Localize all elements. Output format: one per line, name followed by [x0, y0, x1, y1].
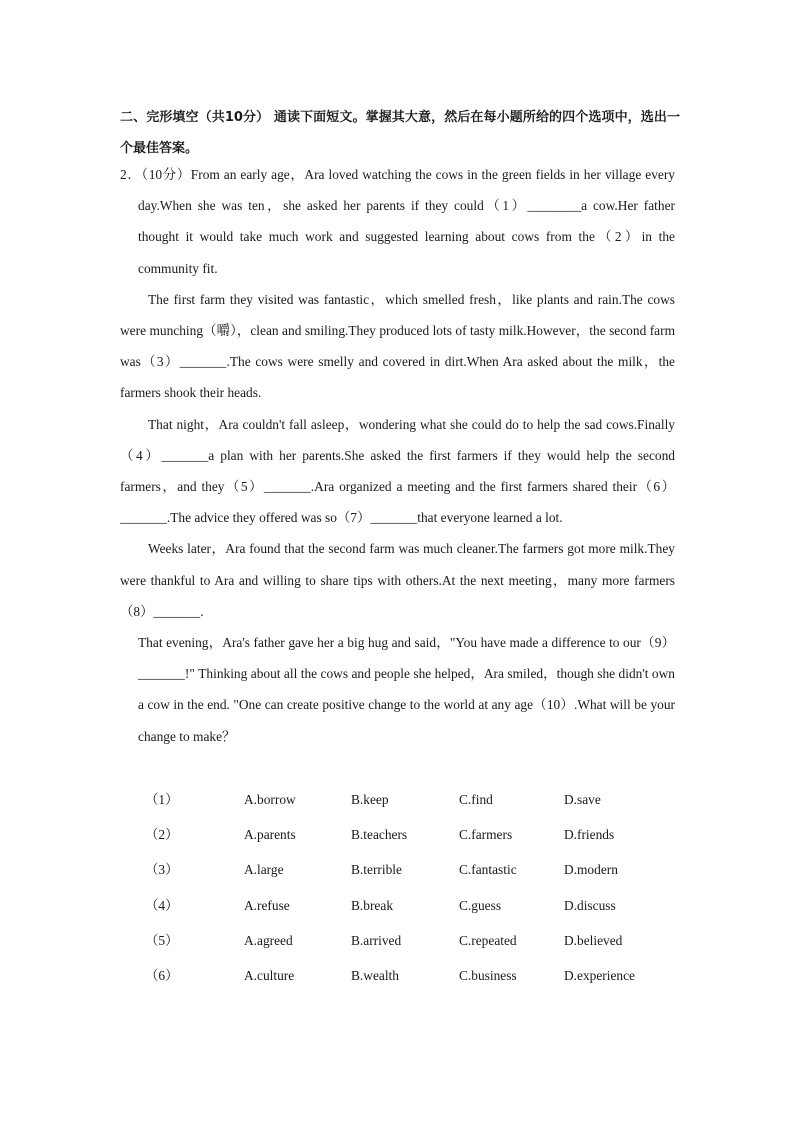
option-number: （5） [145, 932, 179, 948]
option-a: A.large [244, 862, 284, 878]
option-b: B.teachers [351, 827, 408, 843]
cloze-passage [120, 159, 675, 752]
option-number: （6） [145, 967, 179, 983]
option-b: B.keep [351, 792, 389, 807]
option-a: A.agreed [244, 932, 293, 948]
option-c: C.business [459, 967, 517, 983]
passage-paragraph-3: That night，Ara couldn't fall asleep，wondering what she could do to help the sad cows.Finally（4）_______a plan with her parents.She asked the first farmers if they would help the second farmers，and they（5）_______.Ara organized a meeting and the first farmers shared their（6）_______.The advice they offered was so（7）_______that everyone learned a lot. [120, 416, 675, 526]
option-d: D.believed [564, 932, 623, 948]
option-row [145, 819, 675, 854]
option-number: （3） [145, 862, 179, 878]
passage-paragraph-4: Weeks later，Ara found that the second farm was much cleaner.The farmers got more milk.They were thankful to Ara and willing to share tips with others.At the next meeting，many more farmers（8）_______. [120, 541, 675, 619]
passage-paragraph-2: The first farm they visited was fantastic，which smelled fresh，like plants and rain.The cows were munching（嚼），clean and smiling.They produced lots of tasty milk.However，the second farm was（3）_______.The cows were smelly and covered in dirt.When Ara asked about the milk，the farmers shook their heads. [120, 291, 675, 401]
option-c: C.fantastic [459, 862, 517, 878]
option-number: （2） [145, 827, 179, 843]
option-a: A.culture [244, 967, 295, 983]
option-a: A.refuse [244, 897, 290, 913]
option-row [145, 784, 675, 819]
option-b: B.wealth [351, 967, 399, 983]
option-d: D.discuss [564, 897, 616, 913]
option-c: C.farmers [459, 827, 513, 843]
option-d: D.save [564, 792, 601, 807]
section-title: 二、完形填空（共10分） 通读下面短文。掌握其大意，然后在每小题所给的四个选项中，选出一个最佳答案。 [120, 110, 680, 156]
option-b: B.break [351, 897, 394, 913]
passage-paragraph-1: 2．（10分）From an early age，Ara loved watching the cows in the green fields in her village every day.When she was ten，she asked her parents if they could（1）________a cow.Her father thought it would take much work and suggested learning about cows from the（2）in the community fit. [120, 167, 675, 276]
option-c: C.repeated [459, 932, 517, 948]
option-b: B.arrived [351, 932, 402, 948]
option-a: A.parents [244, 827, 296, 843]
option-b: B.terrible [351, 862, 402, 878]
option-d: D.experience [564, 967, 636, 983]
option-row [145, 890, 675, 925]
option-c: C.find [459, 792, 493, 807]
option-row [145, 854, 675, 889]
option-number: （1） [145, 792, 179, 807]
passage-paragraph-5: That evening，Ara's father gave her a big hug and said，"You have made a difference to our（9）_______!" Thinking about all the cows and people she helped，Ara smiled，though she didn't own a cow in the end. "One can create positive change to the world at any age（10）.What will be your change to make？ [138, 635, 675, 744]
option-d: D.friends [564, 827, 615, 843]
option-c: C.guess [459, 897, 502, 913]
option-a: A.borrow [244, 792, 296, 807]
option-row [145, 925, 675, 960]
answer-options-table [145, 784, 675, 995]
option-d: D.modern [564, 862, 618, 878]
option-number: （4） [145, 897, 179, 913]
option-row [145, 960, 675, 995]
